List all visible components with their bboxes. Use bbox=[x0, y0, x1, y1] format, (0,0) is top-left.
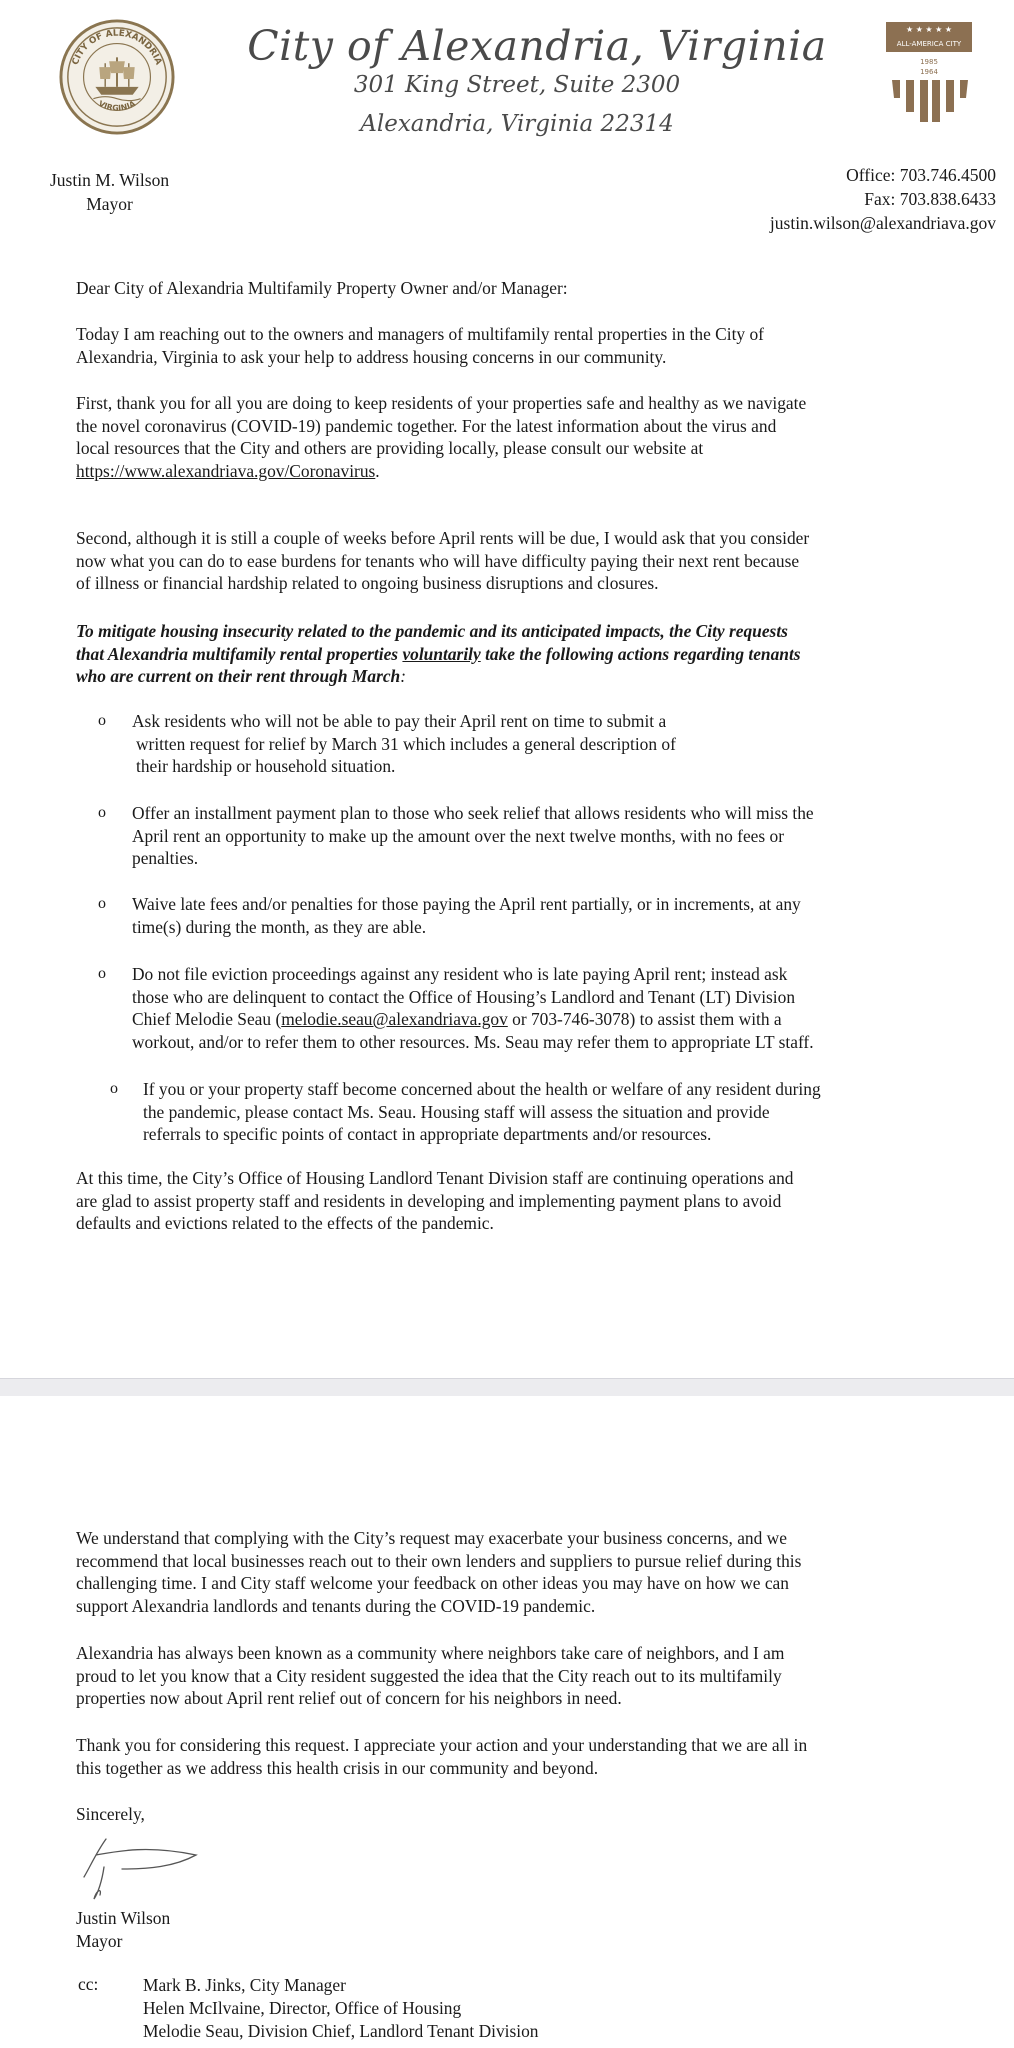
bullet-item-3 bbox=[132, 893, 932, 938]
award-year-2: 1964 bbox=[920, 68, 938, 76]
signer-title: Mayor bbox=[76, 1930, 123, 1951]
text-line: local resources that the City and others are providing locally, please consult our website at bbox=[76, 438, 704, 458]
award-label: ALL-AMERICA CITY bbox=[896, 40, 962, 48]
signature-icon bbox=[78, 1833, 208, 1903]
text-line: those who are delinquent to contact the Office of Housing’s Landlord and Tenant (LT) Division bbox=[132, 986, 796, 1007]
text-line: Offer an installment payment plan to those who seek relief that allows residents who will miss the bbox=[132, 803, 814, 823]
cc-list bbox=[143, 1974, 539, 2043]
text-line: Second, although it is still a couple of weeks before April rents will be due, I would ask that you consider bbox=[76, 528, 810, 548]
letterhead-address-line2: Alexandria, Virginia 22314 bbox=[360, 111, 674, 137]
sender-title: Mayor bbox=[86, 194, 133, 214]
text-line: To mitigate housing insecurity related to the pandemic and its anticipated impacts, the City requests bbox=[76, 621, 788, 641]
text-line: We understand that complying with the City’s request may exacerbate your business concerns, and we bbox=[76, 1528, 787, 1548]
text-span: : bbox=[400, 666, 407, 686]
signer-block bbox=[76, 1907, 936, 1952]
text-line: are glad to assist property staff and residents in developing and implementing payment plans to avoid bbox=[76, 1190, 782, 1211]
bullet-icon: o bbox=[98, 895, 106, 912]
text-span: Chief Melodie Seau ( bbox=[132, 1009, 282, 1029]
sender-name: Justin M. Wilson bbox=[50, 170, 170, 190]
cc-label: cc: bbox=[78, 1974, 99, 1994]
text-line: Thank you for considering this request. I appreciate your action and your understanding that we are all in bbox=[76, 1735, 808, 1755]
text-line: penalties. bbox=[132, 848, 199, 868]
letterhead-address-line1: 301 King Street, Suite 2300 bbox=[353, 72, 681, 98]
bullet-item-4 bbox=[132, 963, 932, 1053]
email-link-seau[interactable]: melodie.seau@alexandriava.gov bbox=[281, 1009, 508, 1029]
bullet-icon: o bbox=[98, 804, 106, 821]
email-link[interactable]: justin.wilson@alexandriava.gov bbox=[769, 213, 996, 233]
text-line: written request for relief by March 31 which includes a general description of bbox=[136, 733, 676, 754]
text-span: that Alexandria multifamily rental properties bbox=[76, 643, 403, 664]
text-line: of illness or financial hardship related to ongoing business disruptions and closures. bbox=[76, 573, 659, 593]
award-year-1: 1985 bbox=[920, 58, 938, 66]
paragraph-3 bbox=[76, 527, 936, 595]
paragraph-6 bbox=[76, 1642, 936, 1710]
cc-name: Mark B. Jinks, City Manager bbox=[143, 1975, 346, 1995]
text-line: Today I am reaching out to the owners and managers of multifamily rental properties in the City of bbox=[76, 324, 764, 344]
voluntarily-text: voluntarily bbox=[402, 643, 481, 664]
paragraph-1 bbox=[76, 323, 936, 368]
seal-text-top: CITY OF ALEXANDRIA bbox=[70, 28, 164, 67]
cc-name: Helen McIlvaine, Director, Office of Housing bbox=[143, 1998, 462, 2018]
text-line: properties now about April rent relief out of concern for his neighbors in need. bbox=[76, 1688, 622, 1708]
paragraph-5 bbox=[76, 1527, 936, 1617]
text-line: challenging time. I and City staff welcome your feedback on other ideas you may have on how we can bbox=[76, 1573, 789, 1593]
text-line: referrals to specific points of contact in appropriate departments and/or resources. bbox=[143, 1124, 712, 1144]
text-line: time(s) during the month, as they are able. bbox=[132, 916, 427, 937]
text-line: April rent an opportunity to make up the amount over the next twelve months, with no fees or bbox=[132, 825, 785, 846]
bullet-icon: o bbox=[98, 712, 106, 729]
svg-text:★ ★ ★ ★ ★: ★ ★ ★ ★ ★ bbox=[905, 25, 953, 34]
paragraph-7 bbox=[76, 1734, 936, 1779]
text-line: defaults and evictions related to the effects of the pandemic. bbox=[76, 1213, 494, 1233]
paragraph-4 bbox=[76, 1167, 936, 1235]
letterhead-title: City of Alexandria, Virginia bbox=[247, 22, 827, 70]
bullet-icon: o bbox=[110, 1080, 118, 1097]
bullet-item-2 bbox=[132, 802, 932, 870]
salutation: Dear City of Alexandria Multifamily Property Owner and/or Manager: bbox=[76, 278, 568, 298]
text-line: this together as we address this health crisis in our community and beyond. bbox=[76, 1757, 599, 1778]
text-line: If you or your property staff become concerned about the health or welfare of any resident during bbox=[143, 1079, 821, 1099]
contact-block bbox=[770, 163, 996, 235]
seal-text-bottom: VIRGINIA bbox=[96, 98, 138, 113]
bullet-item-5 bbox=[143, 1078, 943, 1146]
text-line: Waive late fees and/or penalties for those paying the April rent partially, or in increments, at any bbox=[132, 894, 801, 914]
text-line: proud to let you know that a City resident suggested the idea that the City reach out to its multifamily bbox=[76, 1665, 782, 1686]
all-america-city-badge-icon bbox=[886, 22, 972, 130]
text-line: Alexandria has always been known as a community where neighbors take care of neighbors, and I am bbox=[76, 1643, 785, 1663]
text-line: Ask residents who will not be able to pay their April rent on time to submit a bbox=[132, 711, 667, 731]
text-line: the pandemic, please contact Ms. Seau. Housing staff will assess the situation and provide bbox=[143, 1101, 770, 1122]
page-break bbox=[0, 1378, 1014, 1398]
text-line: the novel coronavirus (COVID-19) pandemic together. For the latest information about the virus and bbox=[76, 415, 777, 436]
office-phone: Office: 703.746.4500 bbox=[846, 165, 996, 185]
text-line: support Alexandria landlords and tenants during the COVID-19 pandemic. bbox=[76, 1595, 596, 1616]
text-line: now what you can do to ease burdens for tenants who will have difficulty paying their next rent because bbox=[76, 550, 800, 571]
text-span: who are current on their rent through March bbox=[76, 666, 401, 686]
text-span: or 703-746-3078) to assist them with a bbox=[507, 1009, 782, 1029]
text-line: workout, and/or to refer them to other resources. Ms. Seau may refer them to appropriate LT staff. bbox=[132, 1031, 814, 1052]
fax-number: Fax: 703.838.6433 bbox=[864, 189, 996, 209]
text-line: Alexandria, Virginia to ask your help to address housing concerns in our community. bbox=[76, 346, 667, 367]
bullet-icon: o bbox=[98, 965, 106, 982]
text-line: recommend that local businesses reach out to their own lenders and suppliers to pursue relief during this bbox=[76, 1550, 802, 1571]
signer-name: Justin Wilson bbox=[76, 1908, 171, 1928]
closing: Sincerely, bbox=[76, 1804, 145, 1824]
emphasis-paragraph bbox=[76, 620, 936, 688]
text-line: Do not file eviction proceedings against any resident who is late paying April rent; instead ask bbox=[132, 964, 788, 984]
text-line: their hardship or household situation. bbox=[136, 756, 396, 776]
paragraph-2: First, thank you for all you are doing to keep residents of your properties safe and healthy as we navigate the novel coronavirus (COVID-19) pandemic together. For the latest information about the virus and local resources that the City and others are providing locally, please consult our website at https://www.alexandriava.gov/Coronavirus. bbox=[76, 392, 936, 482]
text-line: First, thank you for all you are doing to keep residents of your properties safe and healthy as we navigate bbox=[76, 393, 807, 413]
cc-name: Melodie Seau, Division Chief, Landlord Tenant Division bbox=[143, 2021, 539, 2041]
text-line: At this time, the City’s Office of Housing Landlord Tenant Division staff are continuing operations and bbox=[76, 1168, 794, 1188]
bullet-item-1 bbox=[132, 710, 932, 778]
text-span: take the following actions regarding tenants bbox=[480, 643, 801, 664]
coronavirus-website-link[interactable]: https://www.alexandriava.gov/Coronavirus bbox=[76, 460, 376, 481]
sender-block bbox=[50, 168, 169, 216]
